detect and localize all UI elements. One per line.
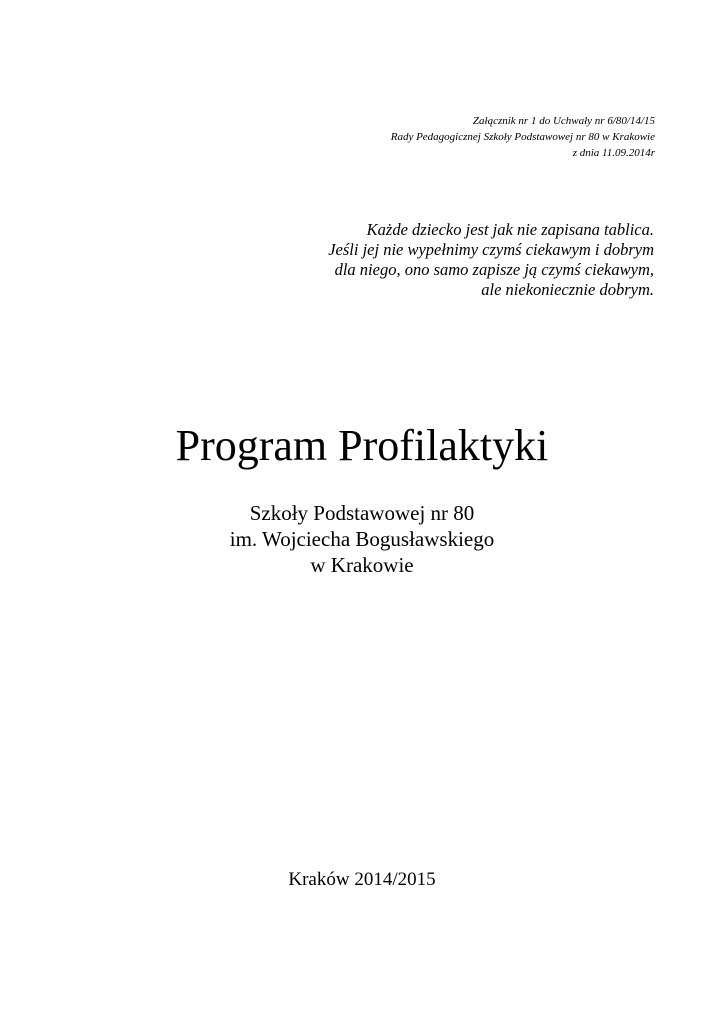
annex-line: z dnia 11.09.2014r <box>572 147 655 159</box>
motto-line: ale niekoniecznie dobrym. <box>481 280 654 299</box>
motto-line: dla niego, ono samo zapisze ją czymś ciekawym, <box>334 260 654 279</box>
document-title: Program Profilaktyki <box>175 421 549 470</box>
motto-quote <box>194 220 654 300</box>
motto-line: Każde dziecko jest jak nie zapisana tablica. <box>366 220 654 239</box>
annex-line: Załącznik nr 1 do Uchwały nr 6/80/14/15 <box>472 115 655 127</box>
school-name-line: Szkoły Podstawowej nr 80 <box>249 501 475 525</box>
motto-line: Jeśli jej nie wypełnimy czymś ciekawym i dobrym <box>328 240 654 259</box>
school-name-line: w Krakowie <box>310 553 414 577</box>
annex-line: Rady Pedagogicznej Szkoły Podstawowej nr 80 w Krakowie <box>390 131 655 143</box>
school-name-line: im. Wojciecha Bogusławskiego <box>229 527 495 551</box>
annex-reference <box>235 113 655 161</box>
school-name <box>0 500 724 578</box>
place-and-year: Kraków 2014/2015 <box>288 869 436 890</box>
